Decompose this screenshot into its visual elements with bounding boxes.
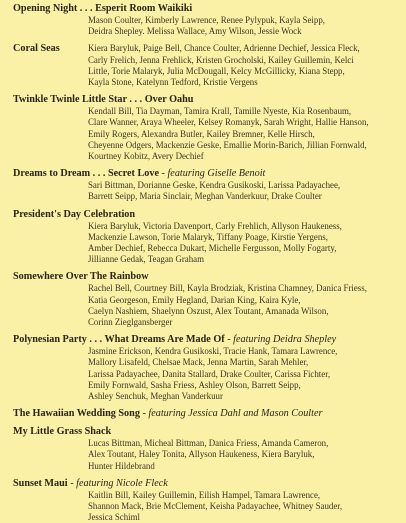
performer-list — [88, 43, 360, 88]
act-title-text: Twinkle Twinle Little Star . . . Over Oahu — [13, 94, 194, 106]
act-feature: - featuring Deidra Shepley — [224, 334, 337, 346]
act-title — [13, 43, 60, 55]
performer-list — [88, 283, 367, 328]
act-title-text: President's Day Celebration — [13, 208, 136, 220]
performer-line: Cheyenne Odgers, Mackenzie Geske, Emallie Morin-Barich, Jillian Fornwald, — [88, 139, 367, 150]
act-title-text: Coral Seas — [13, 43, 60, 55]
act-title-text: Somewhere Over The Rainbow — [13, 271, 149, 283]
performer-line: Jillianne Gedak, Teagan Graham — [88, 254, 205, 265]
performer-line: Mallory Lisafeld, Chelsae Mack, Jenna Martin, Sarah Mehler, — [88, 357, 309, 368]
performer-line: Lucas Bittman, Micheal Bittman, Danica Friess, Amanda Cameron, — [88, 438, 329, 449]
performer-line: Emily Fornwald, Sasha Friess, Ashley Olson, Barrett Seipp, — [88, 379, 301, 390]
act-title — [13, 426, 111, 438]
act-title — [13, 478, 168, 490]
performer-list — [88, 490, 342, 523]
performer-list — [88, 221, 342, 266]
act-feature: - featuring Jessica Dahl and Mason Coulter — [139, 408, 323, 420]
performer-list — [88, 346, 337, 402]
act-title-text: The Hawaiian Wedding Song — [13, 408, 140, 420]
act-title-text: My Little Grass Shack — [13, 426, 112, 438]
performer-line: Katia Georgeson, Emily Hegland, Darian King, Kaira Kyle, — [88, 294, 301, 305]
performer-line: Kayla Stone, Katelynn Tedford, Kristie Vergens — [88, 77, 258, 87]
performer-line: Corinn Zieglgansberger — [88, 317, 173, 327]
performer-list — [88, 106, 369, 162]
performer-line: Clare Wanner, Araya Wheeler, Kelsey Romanyk, Sarah Wright, Hallie Hanson, — [88, 117, 369, 128]
performer-line: Rachel Bell, Courtney Bill, Kayla Brodziak, Kristina Chamney, Danica Friess, — [88, 283, 367, 294]
performer-line: Larissa Padayachee, Danita Stallard, Drake Coulter, Carissa Fichter, — [88, 368, 331, 379]
performer-line: Kourtney Kobitz, Avery Dechief — [88, 151, 204, 161]
performer-list — [88, 180, 340, 202]
act-title-text: Polynesian Party . . . What Dreams Are Made Of — [13, 334, 225, 346]
act-title — [13, 209, 135, 221]
performer-line: Amber Dechief, Rebecca Dukart, Michelle Fergusson, Molly Fogarty, — [88, 243, 337, 253]
performer-line: Caelyn Nashiem, Shaelynn Oszust, Alex Toutant, Amanada Wilson, — [88, 305, 329, 316]
act-title-text: Sunset Maui — [13, 477, 68, 489]
performer-line: Mackenzie Lawson, Torie Malaryk, Tiffany Poage, Kirstie Yergens, — [88, 231, 328, 242]
performer-line: Jasmine Erickson, Kendra Gusikoski, Tracie Hank, Tamara Lawrence, — [88, 346, 338, 357]
performer-line: Little, Torie Malaryk, Julia McDougall, Kelcy McGillicky, Kiana Stepp, — [88, 65, 345, 76]
act-title — [13, 168, 265, 180]
act-title — [13, 408, 322, 420]
act-feature: - featuring Nicole Fleck — [67, 477, 168, 489]
performer-line: Kiera Baryluk, Victoria Davenport, Carly Frehlich, Allyson Haukeness, — [88, 220, 342, 231]
act-title-text: Opening Night . . . Esperit Room Waikiki — [13, 3, 193, 14]
act-title — [13, 334, 336, 346]
act-title-text: Dreams to Dream . . . Secret Love — [13, 168, 159, 180]
performer-line: Kendall Bill, Tia Dayman, Tamira Krall, Tamille Nyeste, Kia Rosenbaum, — [88, 106, 352, 117]
performer-line: Jessica Schiml — [88, 512, 141, 523]
performer-line: Kaitlin Bill, Kailey Guillemin, Eilish Hampel, Tamara Lawrence, — [88, 489, 321, 500]
performer-line: Kiera Baryluk, Paige Bell, Chance Coulter, Adrienne Dechief, Jessica Fleck, — [88, 43, 360, 54]
performer-list — [88, 15, 325, 37]
performer-line: Deidra Shepley. Melissa Wallace, Amy Wilson, Jessie Wock — [88, 26, 302, 37]
act-title — [13, 94, 193, 106]
performer-line: Emily Rogers, Alexandra Butler, Kailey Bremner, Kelle Hirsch, — [88, 128, 315, 139]
performer-line: Barrett Seipp, Maria Sinclair, Meghan Vanderkuur, Drake Coulter — [88, 191, 322, 202]
act-title — [13, 3, 192, 15]
act-feature: - featuring Giselle Benoit — [158, 168, 266, 180]
performer-line: Sari Bittman, Dorianne Geske, Kendra Gusikoski, Larissa Padayachee, — [88, 180, 341, 191]
performer-line: Shannon Mack, Brie McClement, Keisha Padayachee, Whitney Sauder, — [88, 501, 343, 511]
act-title — [13, 271, 149, 283]
performer-line: Alex Toutant, Haley Tonita, Allyson Haukeness, Kiera Baryluk, — [88, 449, 315, 460]
performer-line: Ashley Senchuk, Meghan Vanderkuur — [88, 391, 223, 401]
performer-line: Carly Frelich, Jenna Frehlick, Kristen Grocholski, Kailey Guillemin, Kelci — [88, 54, 354, 65]
performer-line: Hunter Hildebrand — [88, 460, 155, 471]
performer-list — [88, 438, 328, 472]
performer-line: Mason Coulter, Kimberly Lawrence, Renee Pylypuk, Kayla Seipp, — [88, 15, 325, 25]
